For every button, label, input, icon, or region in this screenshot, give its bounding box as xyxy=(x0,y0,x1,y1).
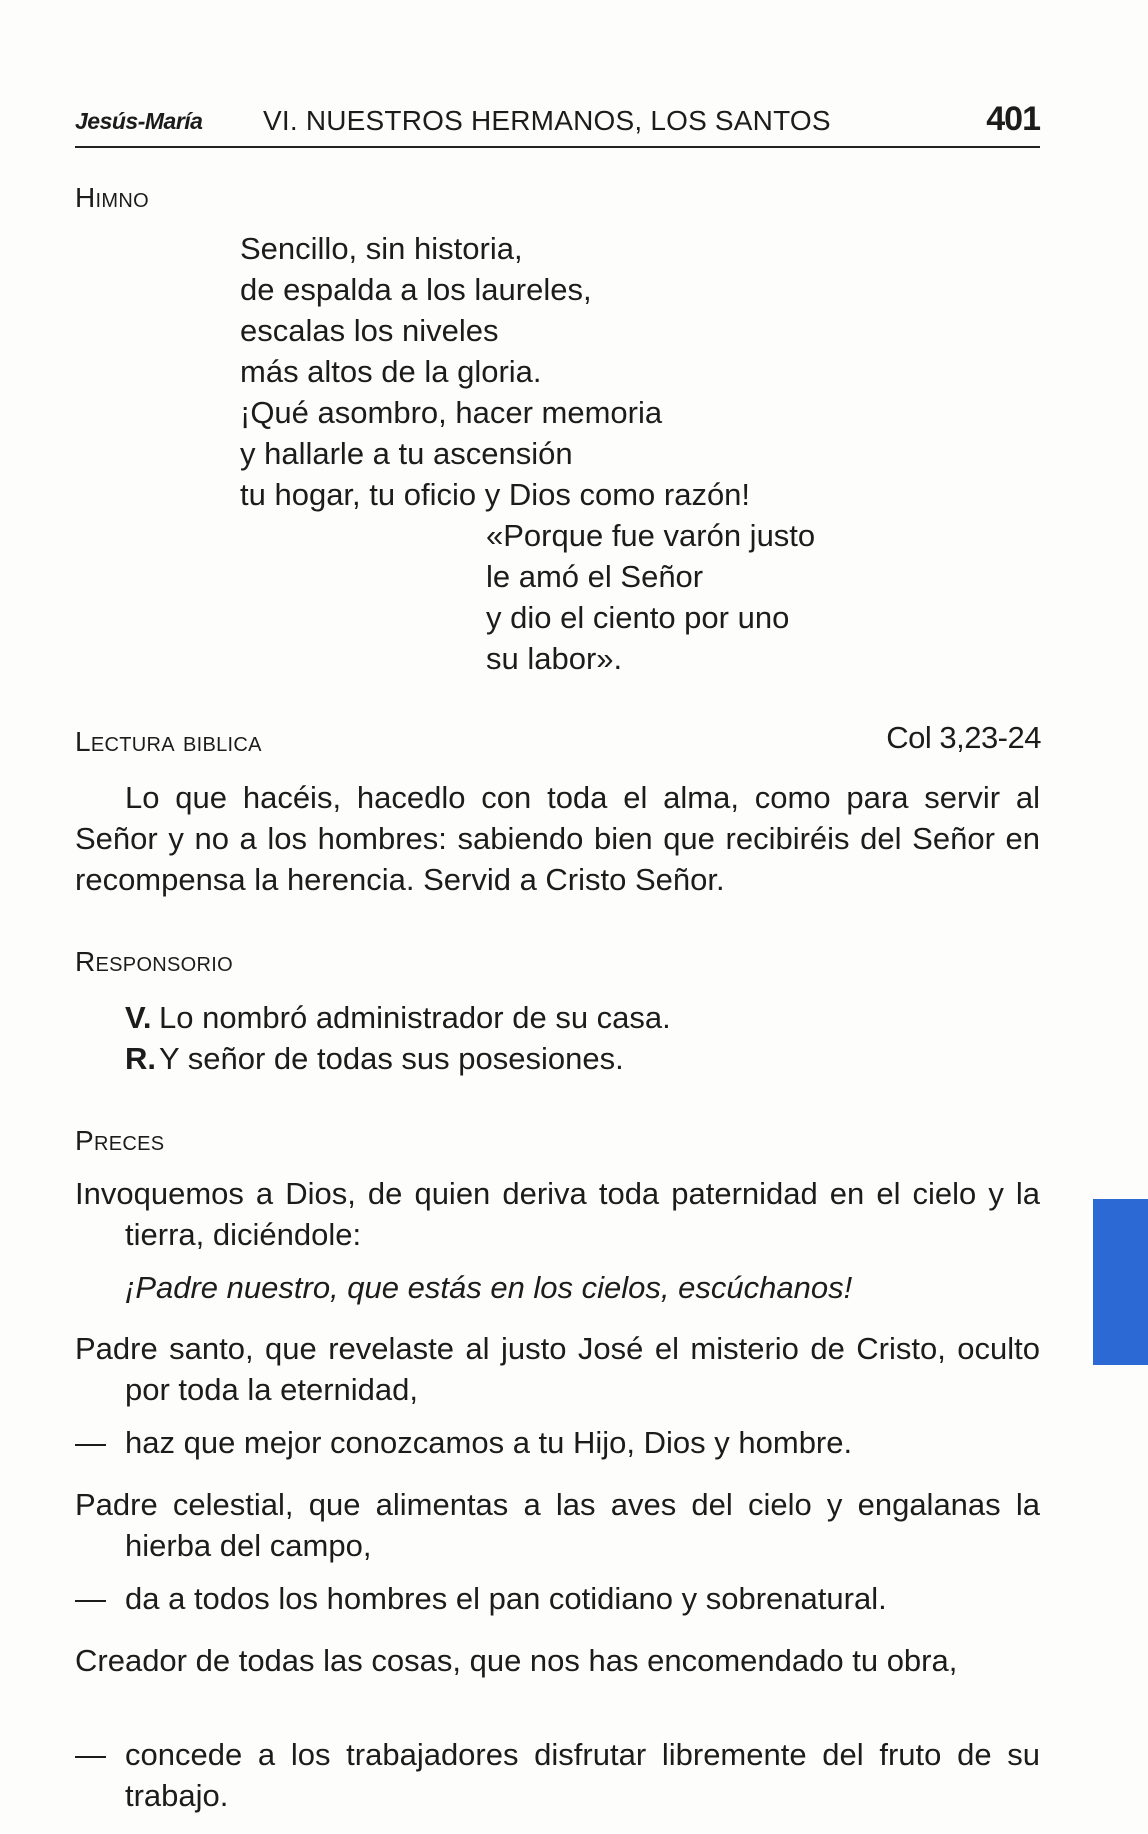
response-symbol: R. xyxy=(125,1041,156,1076)
section-heading-himno: Himno xyxy=(75,182,149,213)
refrain-line: su labor». xyxy=(486,641,623,676)
preces-response: ¡Padre nuestro, que estás en los cielos, escúchanos! xyxy=(125,1270,853,1305)
dash: — xyxy=(75,1581,106,1616)
responsory xyxy=(125,997,671,1079)
dash: — xyxy=(75,1737,106,1772)
petition-response-text: haz que mejor conozcamos a tu Hijo, Dios y hombre. xyxy=(125,1425,853,1460)
hymn-line: más altos de la gloria. xyxy=(240,354,542,389)
thumb-index-tab xyxy=(1093,1199,1148,1365)
hymn-line: escalas los niveles xyxy=(240,313,499,348)
reading-text: Lo que hacéis, hacedlo con toda el alma, como para servir al Señor y no a los hombres: sabiendo bien que recibiréis del Señor en recompensa la herencia. Servid a Cristo Señor. xyxy=(75,780,1040,897)
petition-response xyxy=(75,1578,1040,1619)
petition-response-text: da a todos los hombres el pan cotidiano y sobrenatural. xyxy=(125,1581,887,1616)
petition-response xyxy=(75,1734,1040,1816)
petition-response xyxy=(75,1422,1040,1463)
petition-response-text: concede a los trabajadores disfrutar libremente del fruto de su trabajo. xyxy=(125,1737,1040,1813)
response-text: Y señor de todas sus posesiones. xyxy=(159,1041,624,1076)
hymn-stanza xyxy=(240,228,750,515)
page-number: 401 xyxy=(986,100,1040,138)
dash: — xyxy=(75,1425,106,1460)
hymn-refrain xyxy=(486,515,815,679)
hymn-line: ¡Qué asombro, hacer memoria xyxy=(240,395,663,430)
versicle xyxy=(125,997,671,1038)
preces-intro: Invoquemos a Dios, de quien deriva toda paternidad en el cielo y la tierra, diciéndole: xyxy=(75,1176,1040,1252)
response xyxy=(125,1038,671,1079)
petition: Padre celestial, que alimentas a las aves del cielo y engalanas la hierba del campo, xyxy=(75,1487,1040,1563)
scripture-reference: Col 3,23-24 xyxy=(886,720,1041,755)
page-header xyxy=(75,100,1040,148)
running-head-title: VI. NUESTROS HERMANOS, LOS SANTOS xyxy=(263,105,831,136)
hymn-line: y hallarle a tu ascensión xyxy=(240,436,573,471)
petition: Padre santo, que revelaste al justo José el misterio de Cristo, oculto por toda la eternidad, xyxy=(75,1331,1040,1407)
hymn-line: tu hogar, tu oficio y Dios como razón! xyxy=(240,477,751,512)
hymn-line: de espalda a los laureles, xyxy=(240,272,592,307)
hymn-line: Sencillo, sin historia, xyxy=(240,231,523,266)
refrain-line: le amó el Señor xyxy=(486,559,704,594)
section-heading-preces: Preces xyxy=(75,1125,165,1156)
versicle-text: Lo nombró administrador de su casa. xyxy=(159,1000,671,1035)
refrain-line: «Porque fue varón justo xyxy=(486,518,816,553)
section-heading-lectura: Lectura biblica xyxy=(75,726,262,757)
refrain-line: y dio el ciento por uno xyxy=(486,600,790,635)
running-head-left: Jesús-María xyxy=(75,108,203,134)
section-heading-responsorio: Responsorio xyxy=(75,946,233,977)
petition: Creador de todas las cosas, que nos has encomendado tu obra, xyxy=(75,1643,958,1678)
versicle-symbol: V. xyxy=(125,1000,152,1035)
